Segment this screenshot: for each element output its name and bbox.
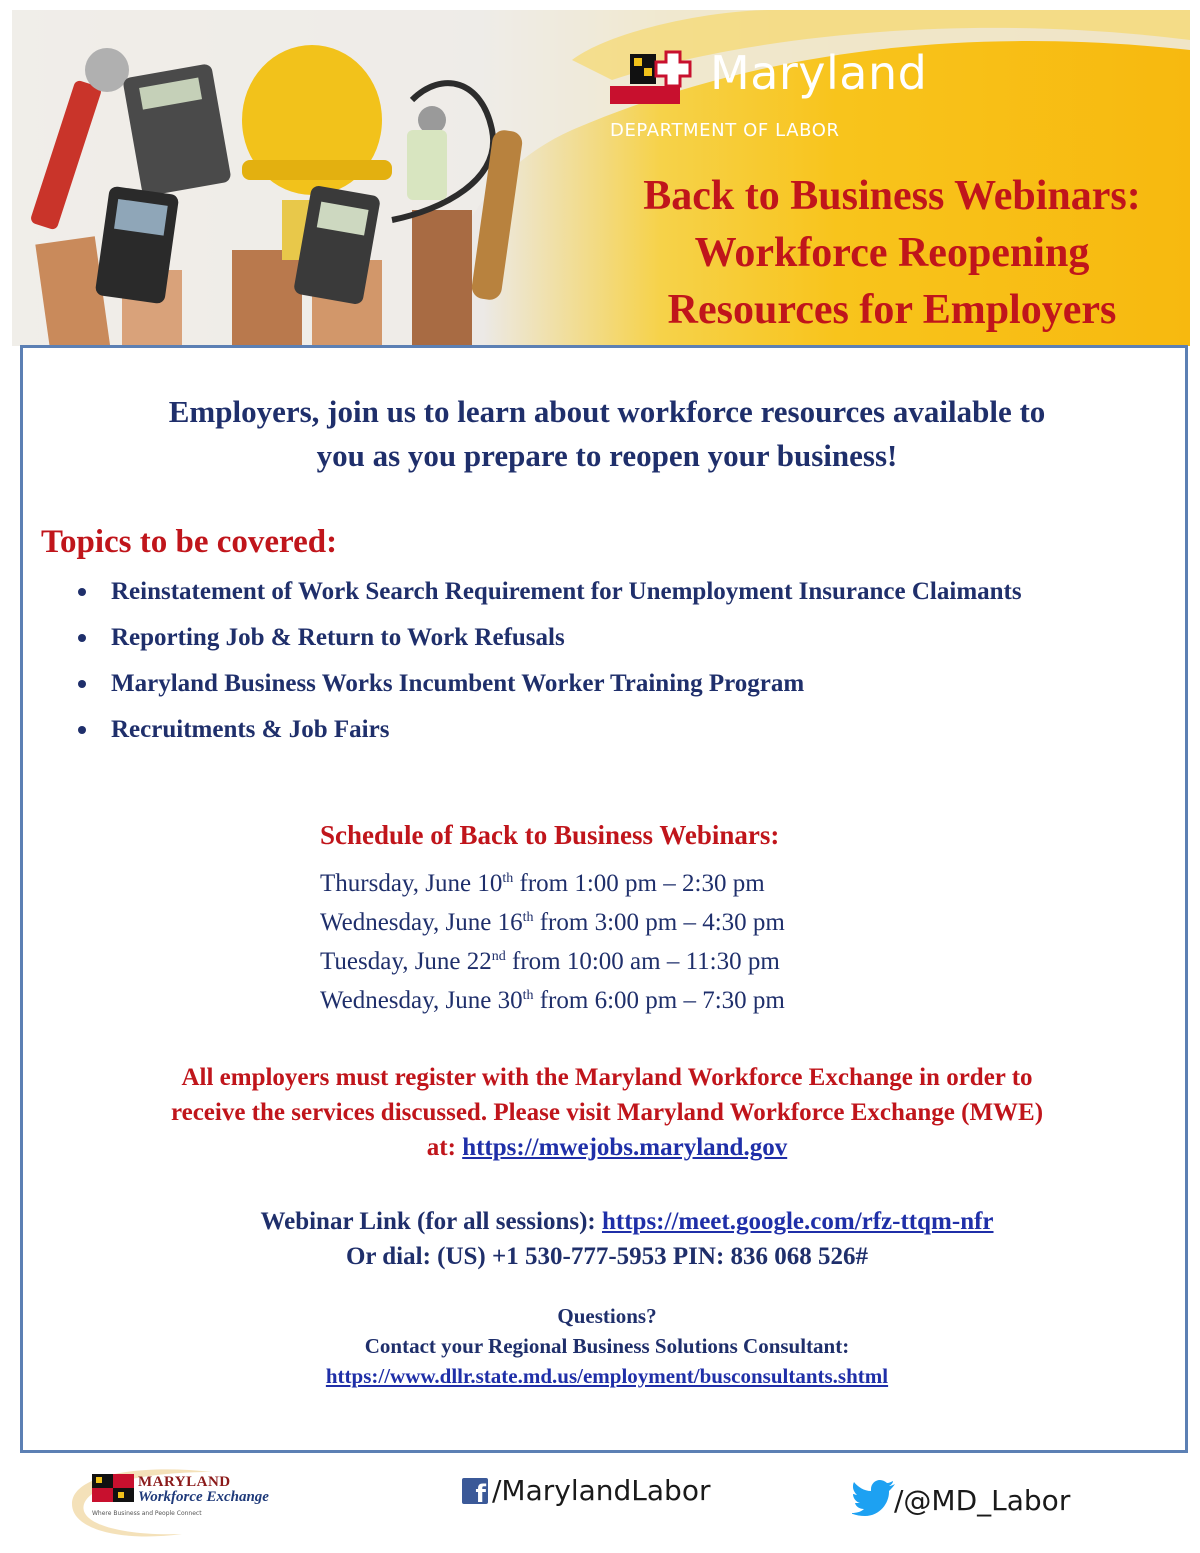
topic-text: Reporting Job & Return to Work Refusals [111,624,565,651]
page-title [572,168,1190,339]
register-notice [23,1060,1191,1165]
bullet-icon [78,634,86,642]
bullet-icon [78,726,86,734]
maryland-flag-icon [610,48,706,110]
facebook-icon: f [462,1478,488,1504]
register-line [23,1130,1191,1165]
intro-text [23,390,1191,478]
mwe-logo [62,1464,292,1542]
schedule-item [320,864,785,903]
title-line: Workforce Reopening [694,230,1090,276]
webinar-link[interactable]: https://meet.google.com/rfz-ttqm-nfr [601,1208,994,1235]
session-day: Wednesday, June 16 [320,909,523,936]
session-day: Tuesday, June 22 [320,948,492,975]
list-item [73,620,1153,655]
mwe-tagline: Where Business and People Connect [92,1510,202,1517]
topics-heading: Topics to be covered: [41,524,338,560]
session-time: from 6:00 pm – 7:30 pm [533,987,785,1014]
questions-heading: Questions? [557,1304,657,1328]
webinar-link-row [23,1204,1191,1239]
list-item [73,712,1153,747]
logo-department: DEPARTMENT OF LABOR [610,120,840,141]
questions-section [23,1301,1191,1391]
topic-text: Maryland Business Works Incumbent Worker Training Program [111,670,805,697]
mwe-link[interactable]: https://mwejobs.maryland.gov [462,1134,788,1161]
mwe-line1: MARYLAND [138,1474,231,1490]
schedule-heading: Schedule of Back to Business Webinars: [320,820,780,850]
maryland-labor-logo [610,40,1030,150]
session-time: from 1:00 pm – 2:30 pm [513,870,765,897]
mwe-line2: Workforce Exchange [138,1489,269,1505]
session-time: from 3:00 pm – 4:30 pm [533,909,785,936]
session-day: Thursday, June 10 [320,870,503,897]
session-day-suffix: th [502,871,514,886]
intro-line: you as you prepare to reopen your business! [316,438,898,473]
twitter-text: /@MD_Labor [894,1484,1071,1517]
register-prefix: at: [426,1134,463,1161]
consultants-link[interactable]: https://www.dllr.state.md.us/employment/busconsultants.shtml [325,1364,889,1388]
title-line: Back to Business Webinars: [643,173,1141,219]
topic-text: Reinstatement of Work Search Requirement for Unemployment Insurance Claimants [111,578,1022,605]
topic-text: Recruitments & Job Fairs [111,716,390,743]
session-time: from 10:00 am – 11:30 pm [505,948,780,975]
webinar-info [23,1204,1191,1274]
schedule-item [320,903,785,942]
dial-in-text: Or dial: (US) +1 530-777-5953 PIN: 836 068 526# [345,1243,869,1270]
list-item [73,666,1153,701]
list-item [73,574,1153,609]
schedule-list [320,864,785,1020]
session-day: Wednesday, June 30 [320,987,523,1014]
facebook-text: /MarylandLabor [492,1474,711,1507]
session-day-suffix: nd [491,949,506,964]
tools-illustration [12,10,652,346]
contact-text: Contact your Regional Business Solutions Consultant: [364,1334,850,1358]
content-box [20,345,1188,1453]
bullet-icon [78,680,86,688]
topics-list [73,574,1153,758]
header-banner [12,10,1190,346]
schedule-item [320,981,785,1020]
webinar-label: Webinar Link (for all sessions): [260,1208,602,1235]
schedule-item [320,942,785,981]
logo-name: Maryland [710,46,928,100]
bullet-icon [78,588,86,596]
register-line: receive the services discussed. Please visit Maryland Workforce Exchange (MWE) [170,1099,1044,1126]
session-day-suffix: th [522,910,534,925]
twitter-icon [852,1480,896,1516]
register-line: All employers must register with the Maryland Workforce Exchange in order to [181,1064,1033,1091]
intro-line: Employers, join us to learn about workforce resources available to [168,394,1046,429]
title-line: Resources for Employers [667,287,1117,333]
session-day-suffix: th [522,988,534,1003]
